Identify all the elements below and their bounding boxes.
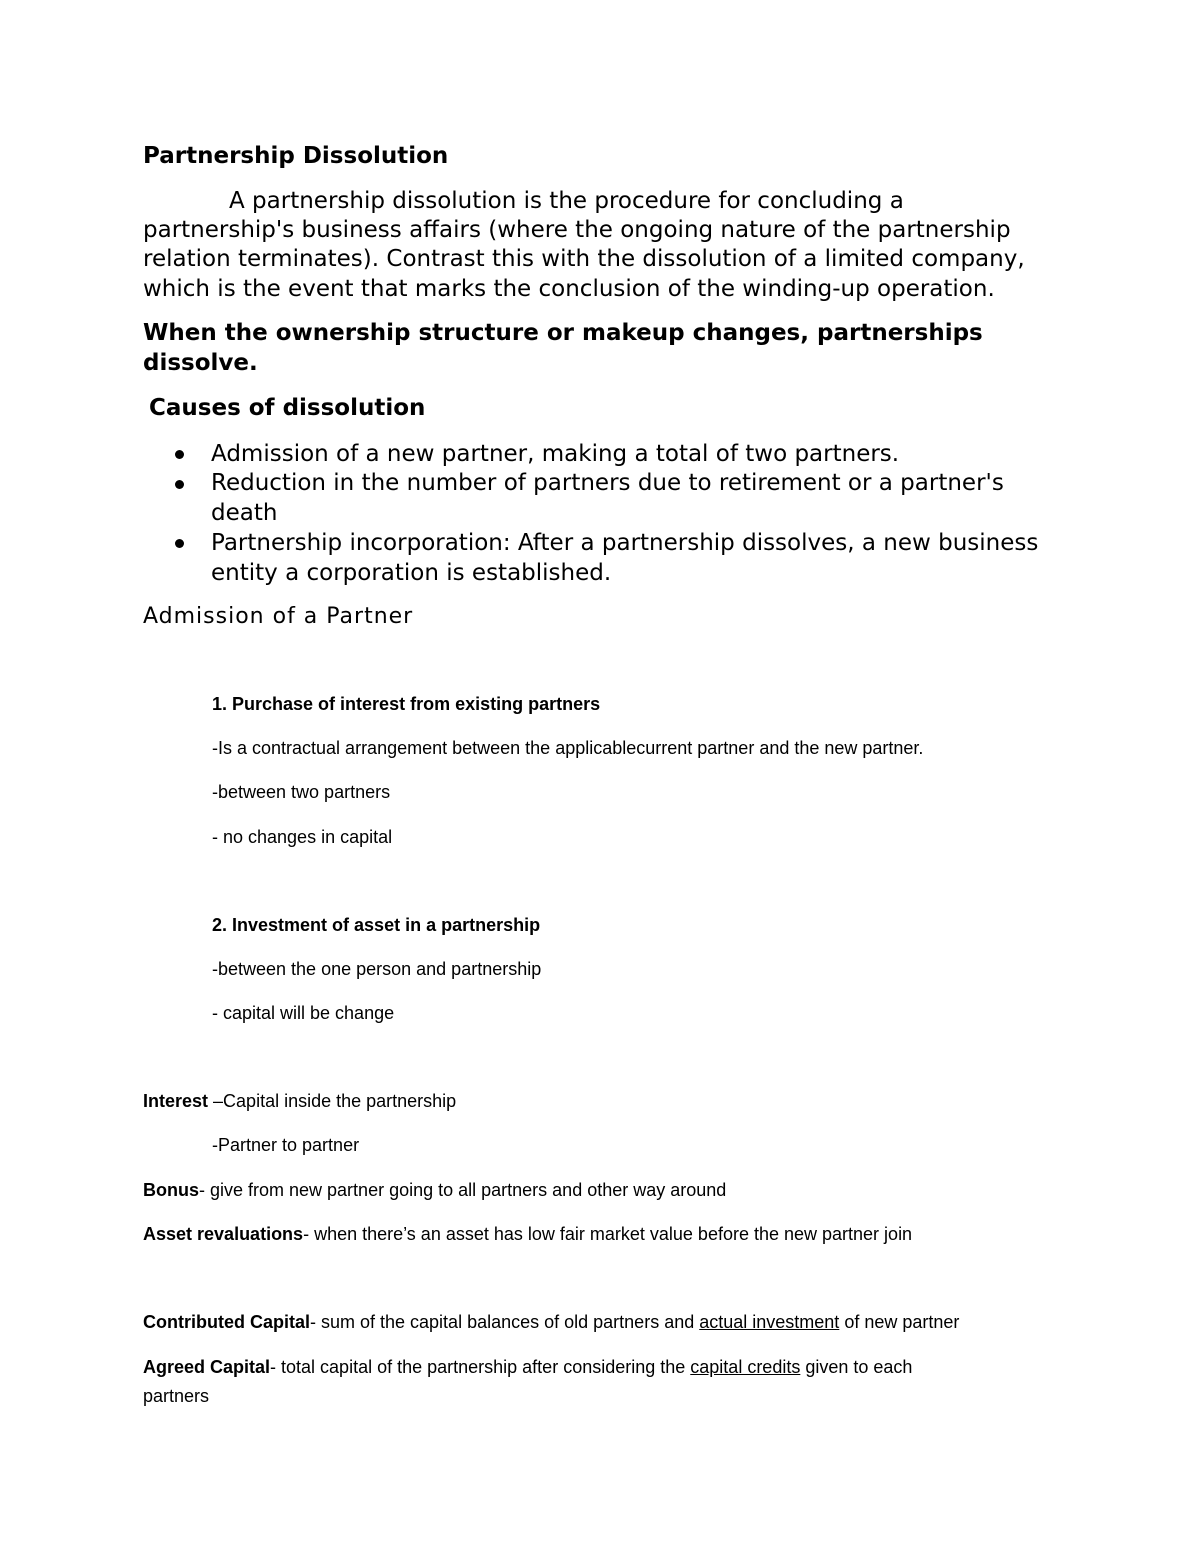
term-agreed-line-2: partners (143, 1386, 210, 1406)
method-2-point-1: -between the one person and partnership (212, 959, 542, 979)
method-2-title: 2. Investment of asset in a partnership (212, 915, 541, 935)
term-contributed-underline: actual investment (699, 1312, 840, 1332)
bullet-icon (175, 480, 184, 489)
intro-line-2: partnership's business affairs (where the ongoing nature of the partnership (143, 217, 1011, 243)
method-1-point-2: -between two partners (212, 782, 391, 802)
bullet-icon (175, 539, 184, 548)
term-contributed-definition: - sum of the capital balances of old partners and (310, 1312, 700, 1332)
term-agreed-underline: capital credits (690, 1357, 801, 1377)
term-asset-revaluations (143, 1222, 912, 1246)
cause-item-1: Admission of a new partner, making a total of two partners. (211, 441, 900, 467)
document-title: Partnership Dissolution (143, 143, 449, 169)
term-interest-sub: -Partner to partner (212, 1135, 360, 1155)
cause-item-2-line-2: death (211, 500, 278, 526)
term-contributed-capital (143, 1310, 959, 1334)
statement-line-2: dissolve. (143, 350, 258, 376)
term-interest (143, 1089, 456, 1113)
term-contributed-definition-end: of new partner (839, 1312, 960, 1332)
method-1-point-1: -Is a contractual arrangement between the applicablecurrent partner and the new partner. (212, 738, 924, 758)
term-bonus (143, 1178, 726, 1202)
causes-heading: Causes of dissolution (149, 395, 426, 421)
term-asset-definition: - when there’s an asset has low fair market value before the new partner join (303, 1224, 913, 1244)
cause-item-2-line-1: Reduction in the number of partners due to retirement or a partner's (211, 470, 1004, 496)
intro-line-4: which is the event that marks the conclusion of the winding-up operation. (143, 276, 995, 302)
statement-line-1: When the ownership structure or makeup changes, partnerships (143, 320, 983, 346)
admission-heading: Admission of a Partner (143, 604, 414, 629)
term-agreed-capital (143, 1355, 912, 1379)
term-interest-definition: –Capital inside the partnership (208, 1091, 457, 1111)
term-bonus-definition: - give from new partner going to all partners and other way around (199, 1180, 727, 1200)
method-2-point-2: - capital will be change (212, 1003, 395, 1023)
intro-line-3: relation terminates). Contrast this with the dissolution of a limited company, (143, 246, 1025, 272)
cause-item-3-line-1: Partnership incorporation: After a partnership dissolves, a new business (211, 530, 1039, 556)
intro-line-1: A partnership dissolution is the procedure for concluding a (229, 188, 904, 214)
term-agreed-definition: - total capital of the partnership after considering the (270, 1357, 691, 1377)
bullet-icon (175, 450, 184, 459)
method-1-title: 1. Purchase of interest from existing partners (212, 694, 601, 714)
term-agreed-label: Agreed Capital (143, 1357, 271, 1377)
term-bonus-label: Bonus (143, 1180, 199, 1200)
term-interest-label: Interest (143, 1091, 209, 1111)
term-agreed-definition-end: given to each (800, 1357, 913, 1377)
cause-item-3-line-2: entity a corporation is established. (211, 560, 612, 586)
term-contributed-label: Contributed Capital (143, 1312, 310, 1332)
term-asset-label: Asset revaluations (143, 1224, 304, 1244)
method-1-point-3: - no changes in capital (212, 827, 393, 847)
